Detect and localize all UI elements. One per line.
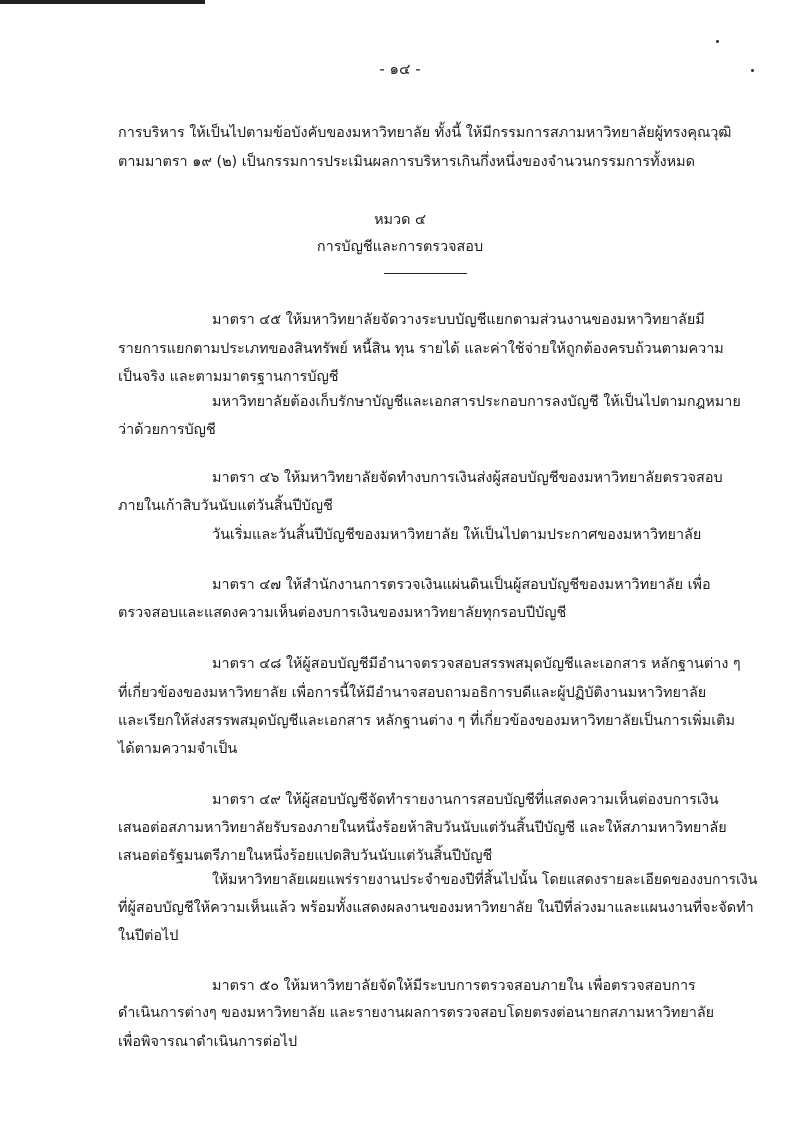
section-line: มาตรา ๔๖ ให้มหาวิทยาลัยจัดทำงบการเงินส่งผู้สอบบัญชีของมหาวิทยาลัยตรวจสอบ	[212, 470, 723, 486]
section-line: มาตรา ๔๙ ให้ผู้สอบบัญชีจัดทำรายงานการสอบบัญชีที่แสดงความเห็นต่องบการเงิน	[212, 792, 719, 808]
intro-line: ตามมาตรา ๑๙ (๒) เป็นกรรมการประเมินผลการบริหารเกินกึ่งหนึ่งของจำนวนกรรมการทั้งหมด	[118, 154, 695, 170]
section-line: เสนอต่อรัฐมนตรีภายในหนึ่งร้อยแปดสิบวันนับแต่วันสิ้นปีบัญชี	[118, 848, 493, 864]
scan-speck	[716, 40, 719, 43]
section-line: ในปีต่อไป	[118, 928, 179, 944]
section-line: เสนอต่อสภามหาวิทยาลัยรับรองภายในหนึ่งร้อยห้าสิบวันนับแต่วันสิ้นปีบัญชี และให้สภามหาวิทยาลัย	[118, 820, 727, 836]
section-line: ที่ผู้สอบบัญชีให้ความเห็นแล้ว พร้อมทั้งแสดงผลงานของมหาวิทยาลัย ในปีที่ล่วงมาและแผนงานที่จะจัดทำ	[118, 900, 754, 916]
section-line: วันเริ่มและวันสิ้นปีบัญชีของมหาวิทยาลัย ให้เป็นไปตามประกาศของมหาวิทยาลัย	[212, 527, 702, 543]
heading-divider	[384, 273, 467, 274]
section-line: ดำเนินการต่างๆ ของมหาวิทยาลัย และรายงานผลการตรวจสอบโดยตรงต่อนายกสภามหาวิทยาลัย	[118, 1005, 715, 1021]
section-line: ว่าด้วยการบัญชี	[118, 422, 216, 438]
section-line: ที่เกี่ยวข้องของมหาวิทยาลัย เพื่อการนี้ให้มีอำนาจสอบถามอธิการบดีและผู้ปฏิบัติงานมหาวิทยาลัย	[118, 685, 707, 701]
section-line: ได้ตามความจำเป็น	[118, 741, 238, 757]
chapter-number: หมวด ๔	[374, 212, 426, 228]
section-line: เพื่อพิจารณาดำเนินการต่อไป	[118, 1034, 298, 1050]
section-line: ตรวจสอบและแสดงความเห็นต่องบการเงินของมหาวิทยาลัยทุกรอบปีบัญชี	[118, 605, 567, 621]
section-line: มหาวิทยาลัยต้องเก็บรักษาบัญชีและเอกสารประกอบการลงบัญชี ให้เป็นไปตามกฎหมาย	[212, 394, 741, 410]
section-line: มาตรา ๔๗ ให้สำนักงานการตรวจเงินแผ่นดินเป็นผู้สอบบัญชีของมหาวิทยาลัย เพื่อ	[212, 577, 711, 593]
section-line: มาตรา ๔๘ ให้ผู้สอบบัญชีมีอำนาจตรวจสอบสรรพสมุดบัญชีและเอกสาร หลักฐานต่าง ๆ	[212, 656, 741, 672]
intro-line: การบริหาร ให้เป็นไปตามข้อบังคับของมหาวิทยาลัย ทั้งนี้ ให้มีกรรมการสภามหาวิทยาลัยผู้ทรงคุณวุฒิ	[118, 125, 732, 141]
page-number: - ๑๔ -	[379, 60, 421, 78]
section-line: ให้มหาวิทยาลัยเผยแพร่รายงานประจำของปีที่สิ้นไปนั้น โดยแสดงรายละเอียดของงบการเงิน	[212, 872, 758, 888]
section-line: มาตรา ๕๐ ให้มหาวิทยาลัยจัดให้มีระบบการตรวจสอบภายใน เพื่อตรวจสอบการ	[212, 978, 696, 994]
chapter-title: การบัญชีและการตรวจสอบ	[316, 239, 484, 255]
section-line: รายการแยกตามประเภทของสินทรัพย์ หนี้สิน ทุน รายได้ และค่าใช้จ่ายให้ถูกต้องครบถ้วนตามความ	[118, 341, 724, 357]
section-line: เป็นจริง และตามมาตรฐานการบัญชี	[118, 369, 339, 385]
section-line: และเรียกให้ส่งสรรพสมุดบัญชีและเอกสาร หลักฐานต่าง ๆ ที่เกี่ยวข้องของมหาวิทยาลัยเป็นการเพิ่มเติม	[118, 713, 735, 729]
section-line: ภายในเก้าสิบวันนับแต่วันสิ้นปีบัญชี	[118, 498, 333, 514]
section-line: มาตรา ๔๕ ให้มหาวิทยาลัยจัดวางระบบบัญชีแยกตามส่วนงานของมหาวิทยาลัยมี	[212, 312, 705, 328]
top-edge-line	[0, 0, 205, 4]
